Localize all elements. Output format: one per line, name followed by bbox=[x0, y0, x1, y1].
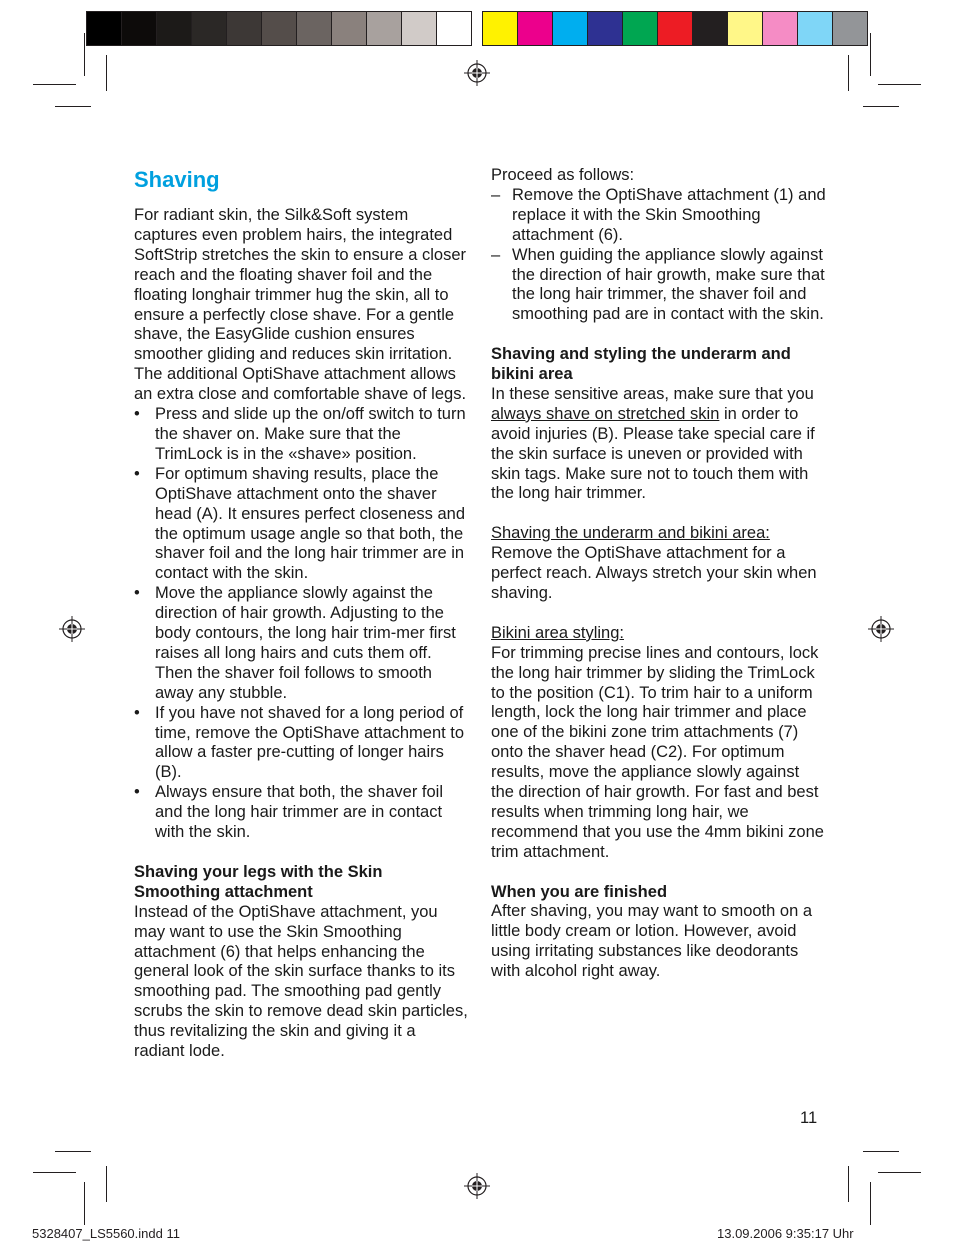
color-swatch bbox=[798, 12, 833, 45]
dash-icon: – bbox=[491, 245, 501, 264]
crop-mark bbox=[33, 1172, 76, 1173]
file-slug: 5328407_LS5560.indd 11 bbox=[32, 1226, 180, 1241]
color-control-bar bbox=[482, 11, 868, 46]
right-column bbox=[491, 166, 826, 982]
crop-mark bbox=[870, 1182, 871, 1225]
registration-mark-icon bbox=[868, 616, 894, 642]
crop-mark bbox=[106, 1166, 107, 1202]
legs-paragraph: Instead of the OptiShave attachment, you may want to use the Skin Smoothing attachment (6) that helps enhancing the general look of the skin surface thanks to its smoothing pad. The smoothing pad gently scrubs the skin to remove dead skin particles, thus revitalizing the skin and giving it a radiant lode. bbox=[134, 902, 468, 1061]
emphasis-underline: always shave on stretched skin bbox=[491, 404, 720, 423]
crop-mark bbox=[106, 55, 107, 91]
color-swatch bbox=[297, 12, 332, 45]
color-swatch bbox=[658, 12, 693, 45]
bullet-icon: • bbox=[134, 584, 140, 603]
color-swatch bbox=[553, 12, 588, 45]
intro-paragraph: For radiant skin, the Silk&Soft system captures even problem hairs, the integrated SoftStrip stretches the skin to ensure a closer reach and the floating shaver foil and the floating longhair trimmer hug the skin, all to ensure a perfectly close shave. For a gentle shave, the EasyGlide cushion ensures smoother gliding and reduces skin irritation. bbox=[134, 206, 466, 364]
color-swatch bbox=[833, 12, 867, 45]
color-swatch bbox=[763, 12, 798, 45]
crop-mark bbox=[55, 1151, 91, 1152]
registration-mark-icon bbox=[464, 1173, 490, 1199]
left-column bbox=[134, 166, 469, 1062]
list-item: • Press and slide up the on/off switch to turn the shaver on. Make sure that the TrimLock is in the «shave» position. bbox=[134, 405, 466, 463]
color-swatch bbox=[367, 12, 402, 45]
timestamp-slug: 13.09.2006 9:35:17 Uhr bbox=[717, 1226, 854, 1241]
bullet-icon: • bbox=[134, 405, 140, 424]
color-swatch bbox=[483, 12, 518, 45]
section-heading-finished: When you are finished bbox=[491, 882, 668, 901]
crop-mark bbox=[870, 33, 871, 76]
subheading-styling: Bikini area styling: bbox=[491, 623, 624, 642]
crop-mark bbox=[84, 1182, 85, 1225]
list-item: • If you have not shaved for a long period of time, remove the OptiShave attachment to allow a faster pre-cutting of longer hairs (B). bbox=[134, 703, 465, 782]
subheading-bikini: Shaving the underarm and bikini area: bbox=[491, 524, 770, 543]
crop-mark bbox=[33, 84, 76, 85]
finished-paragraph: After shaving, you may want to smooth on a little body cream or lotion. However, avoid using irritating substances like deodorants with alcohol right away. bbox=[491, 902, 813, 981]
registration-mark-icon bbox=[59, 616, 85, 642]
section-heading-legs: Shaving your legs with the Skin Smoothing attachment bbox=[134, 862, 383, 901]
intro-paragraph-2: The additional OptiShave attachment allows an extra close and comfortable shave of legs. bbox=[134, 365, 467, 404]
proceed-label: Proceed as follows: bbox=[491, 166, 635, 184]
underarm-paragraph: In these sensitive areas, make sure that you always shave on stretched skin in order to avoid injuries (B). Please take special care if the skin surface is uneven or provided with skin tags. Make sure not to touch them with the long hair trimmer. bbox=[491, 384, 815, 503]
color-swatch bbox=[437, 12, 471, 45]
color-swatch bbox=[192, 12, 227, 45]
bullet-icon: • bbox=[134, 783, 140, 802]
crop-mark bbox=[55, 106, 91, 107]
color-swatch bbox=[623, 12, 658, 45]
list-item: – When guiding the appliance slowly against the direction of hair growth, make sure that the long hair trimmer, the shaver foil and smoothing pad are in contact with the skin. bbox=[491, 245, 825, 324]
list-item: • For optimum shaving results, place the OptiShave attachment onto the shaver head (A). It ensures perfect closeness and the optimum usage angle so that both, the shaver foil and the long hair trimmer are in contact with the skin. bbox=[134, 464, 466, 583]
color-swatch bbox=[728, 12, 763, 45]
color-swatch bbox=[693, 12, 728, 45]
color-swatch bbox=[122, 12, 157, 45]
crop-mark bbox=[863, 106, 899, 107]
registration-mark-icon bbox=[464, 60, 490, 86]
color-swatch bbox=[262, 12, 297, 45]
crop-mark bbox=[84, 33, 85, 76]
color-swatch bbox=[87, 12, 122, 45]
page-title: Shaving bbox=[134, 167, 220, 192]
list-item: • Move the appliance slowly against the direction of hair growth. Adjusting to the body contours, the long hair trim-mer first raises all long hairs and cuts them off. Then the shaver foil follows to smooth away any stubble. bbox=[134, 584, 456, 702]
dash-icon: – bbox=[491, 185, 501, 204]
color-swatch bbox=[227, 12, 262, 45]
crop-mark bbox=[848, 55, 849, 91]
crop-mark bbox=[848, 1166, 849, 1202]
grayscale-control-bar bbox=[86, 11, 472, 46]
color-swatch bbox=[588, 12, 623, 45]
bullet-icon: • bbox=[134, 703, 140, 722]
crop-mark bbox=[878, 84, 921, 85]
page-number: 11 bbox=[800, 1109, 818, 1127]
bikini-paragraph: Remove the OptiShave attachment for a perfect reach. Always stretch your skin when shaving. bbox=[491, 544, 817, 602]
color-swatch bbox=[157, 12, 192, 45]
crop-mark bbox=[863, 1151, 899, 1152]
styling-paragraph: For trimming precise lines and contours, lock the long hair trimmer by sliding the TrimLock to the position (C1). To trim hair to a uniform length, lock the long hair trimmer and place one of the bikini zone trim attachments (7) onto the shaver head (C2). For optimum results, move the appliance slowly against the direction of hair growth. For fast and best results when trimming long hair, we recommend that you use the 4mm bikini zone trim attachment. bbox=[491, 643, 824, 861]
section-heading-underarm: Shaving and styling the underarm and bikini area bbox=[491, 345, 791, 384]
instruction-list bbox=[134, 405, 469, 843]
color-swatch bbox=[402, 12, 437, 45]
crop-mark bbox=[878, 1172, 921, 1173]
color-swatch bbox=[518, 12, 553, 45]
step-list bbox=[491, 186, 826, 325]
bullet-icon: • bbox=[134, 464, 140, 483]
color-swatch bbox=[332, 12, 367, 45]
list-item: – Remove the OptiShave attachment (1) and replace it with the Skin Smoothing attachment (6). bbox=[491, 185, 826, 244]
list-item: • Always ensure that both, the shaver foil and the long hair trimmer are in contact with the skin. bbox=[134, 783, 443, 842]
